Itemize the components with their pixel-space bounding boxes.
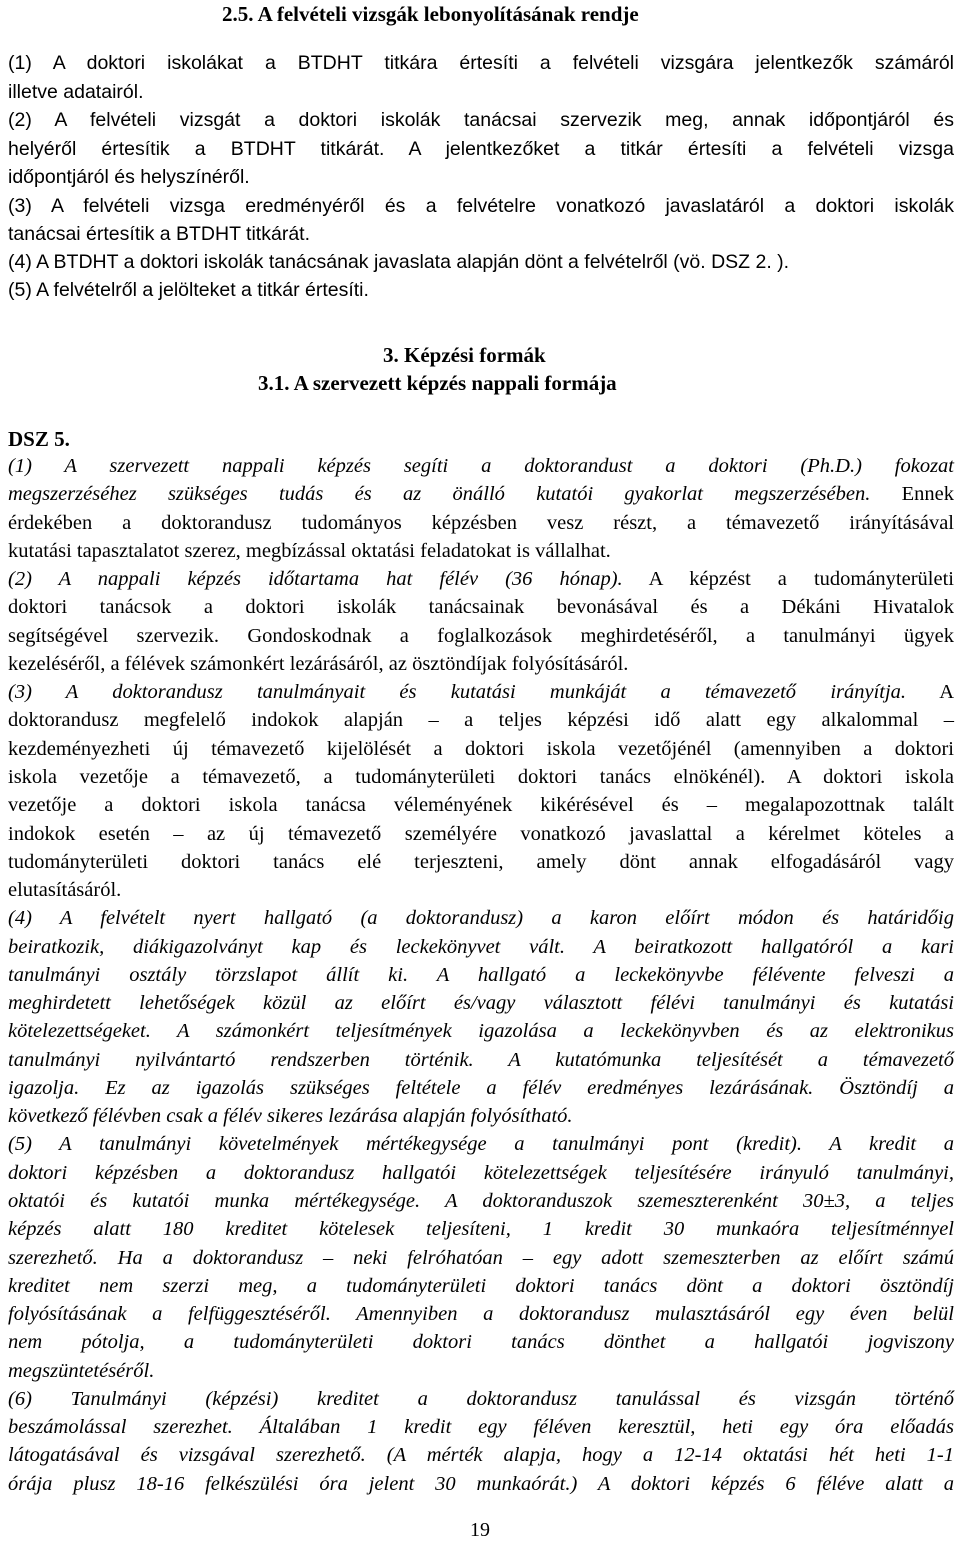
italic-text: tanulmányi nyilvántartó rendszerben történik. A kutatómunka teljesítését a témavezető bbox=[8, 1048, 954, 1071]
regulation-line bbox=[8, 1046, 954, 1074]
regular-text: doktori tanácsok a doktori iskolák tanácsainak bevonásával és a Dékáni Hivatalok bbox=[8, 596, 954, 619]
regular-text: A bbox=[906, 681, 954, 704]
italic-text: megszüntetéséről. bbox=[8, 1359, 155, 1382]
italic-text: kreditet nem szerzi meg, a tudományterületi doktori tanács dönt a doktori ösztöndíj bbox=[8, 1274, 954, 1297]
italic-text: meghirdetett lehetőségek közül az előírt és/vagy választott félévi tanulmányi és kutatási bbox=[8, 992, 954, 1015]
italic-text: igazolja. Ez az igazolás szükséges feltétele a félév eredményes lezárásának. Ösztöndíj a bbox=[8, 1076, 954, 1099]
regulation-line bbox=[8, 763, 954, 791]
regulation-line bbox=[8, 1159, 954, 1187]
regulation-line bbox=[8, 1244, 954, 1272]
regular-text: kezdeményezheti új témavezető kijelölését a doktori iskola vezetőjénél (amennyiben a doktori bbox=[8, 737, 954, 760]
regulation-line bbox=[8, 1385, 954, 1413]
italic-text: doktori képzésben a doktorandusz hallgatói kötelezettségek teljesítésére irányuló tanulmányi, bbox=[8, 1161, 954, 1184]
italic-text: (5) A tanulmányi követelmények mértékegysége a tanulmányi pont (kredit). A kredit a bbox=[8, 1133, 954, 1156]
regulation-line bbox=[8, 1102, 954, 1130]
regulation-line bbox=[8, 820, 954, 848]
regulation-line bbox=[8, 904, 954, 932]
italic-text: megszerzéséhez szükséges tudás és az önálló kutatói gyakorlat megszerzésében. bbox=[8, 483, 871, 506]
regulation-line bbox=[8, 622, 954, 650]
section-heading-3-1: 3.1. A szervezett képzés nappali formája bbox=[258, 371, 617, 395]
regulation-line bbox=[8, 933, 954, 961]
regulation-line bbox=[8, 452, 954, 480]
italic-text: szerezhető. Ha a doktorandusz – neki felróhatóan – egy adott szemeszterben az előírt számú bbox=[8, 1246, 954, 1269]
admission-line: (5) A felvételről a jelölteket a titkár értesíti. bbox=[8, 279, 369, 301]
admission-line: tanácsai értesítik a BTDHT titkárát. bbox=[8, 223, 310, 245]
italic-text: nem pótolja, a tudományterületi doktori tanács dönthet a hallgatói jogviszony bbox=[8, 1331, 954, 1354]
regulation-line bbox=[8, 961, 954, 989]
italic-text: (3) A doktorandusz tanulmányait és kutatási munkáját a témavezető irányítja. bbox=[8, 681, 907, 704]
page-number: 19 bbox=[470, 1519, 490, 1541]
regular-text: tudományterületi doktori tanács elé terjeszteni, amely dönt annak elfogadásáról vagy bbox=[8, 850, 954, 873]
regulation-line bbox=[8, 593, 954, 621]
regulation-line bbox=[8, 1300, 954, 1328]
italic-text: következő félévben csak a félév sikeres lezárása alapján folyósítható. bbox=[8, 1105, 573, 1128]
italic-text: képzés alatt 180 kreditet kötelesek teljesíteni, 1 kredit 30 munkaóra teljesítménnyel bbox=[8, 1218, 954, 1241]
regular-text: kutatási tapasztalatot szerez, megbízással oktatási feladatokat is vállalhat. bbox=[8, 539, 611, 562]
italic-text: beszámolással szerezhet. Általában 1 kredit egy féléven keresztül, heti egy óra előadás bbox=[8, 1416, 954, 1439]
chapter-heading-3: 3. Képzési formák bbox=[383, 343, 546, 367]
admission-line: (3) A felvételi vizsga eredményéről és a felvételre vonatkozó javaslatáról a doktori iskolák bbox=[8, 195, 954, 217]
regular-text: érdekében a doktorandusz tudományos képzésben vesz részt, a témavezető irányításával bbox=[8, 511, 954, 534]
admission-line: (2) A felvételi vizsgát a doktori iskolák tanácsai szervezik meg, annak időpontjáról és bbox=[8, 109, 954, 131]
regular-text: vezetője a doktori iskola tanácsa véleményének kikérésével és – megalapozottnak talált bbox=[8, 794, 954, 817]
italic-text: folyósításának a felfüggesztéséről. Amennyiben a doktorandusz mulasztásáról egy éven belül bbox=[8, 1303, 954, 1326]
regulation-line bbox=[8, 537, 954, 565]
italic-text: (6) Tanulmányi (képzési) kreditet a doktorandusz tanulással és vizsgán történő bbox=[8, 1387, 954, 1410]
regular-text: kezeléséről, a félévek számonkért lezárásáról, az ösztöndíjak folyósításáról. bbox=[8, 652, 629, 675]
italic-text: (4) A felvételt nyert hallgató (a doktorandusz) a karon előírt módon és határidőig bbox=[8, 907, 954, 930]
italic-text: kötelezettségeket. A számonkért teljesítmények igazolása a leckekönyvben és az elektronikus bbox=[8, 1020, 954, 1043]
regular-text: doktorandusz megfelelő indokok alapján – a teljes képzési idő alatt egy alkalommal – bbox=[8, 709, 954, 732]
regulation-line bbox=[8, 1470, 954, 1498]
regular-text: segítségével szervezik. Gondoskodnak a foglalkozások meghirdetéséről, a tanulmányi ügyek bbox=[8, 624, 954, 647]
regulation-line bbox=[8, 1441, 954, 1469]
regulation-line bbox=[8, 1413, 954, 1441]
regulation-line bbox=[8, 1130, 954, 1158]
regulation-line bbox=[8, 1357, 954, 1385]
italic-text: tanulmányi osztály törzslapot állít ki. A hallgató a leckekönyvbe félévente felveszi a bbox=[8, 963, 954, 986]
regulation-line bbox=[8, 650, 954, 678]
regulation-line bbox=[8, 1017, 954, 1045]
regular-text: A képzést a tudományterületi bbox=[622, 568, 954, 591]
regulation-line bbox=[8, 509, 954, 537]
regular-text: iskola vezetője a témavezető, a tudományterületi doktori tanács elnökénél). A doktori iskola bbox=[8, 765, 954, 788]
italic-text: látogatásával és vizsgával szerezhető. (A mérték alapja, hogy a 12-14 oktatási hét heti 1-1 bbox=[8, 1444, 954, 1467]
regulation-line bbox=[8, 1328, 954, 1356]
regulation-line bbox=[8, 848, 954, 876]
italic-text: oktatói és kutatói munka mértékegysége. A doktoranduszok szemeszterenként 30±3, a teljes bbox=[8, 1190, 954, 1213]
section-heading-2-5: 2.5. A felvételi vizsgák lebonyolításának rendje bbox=[222, 2, 639, 26]
regulation-line bbox=[8, 1215, 954, 1243]
admission-line: (1) A doktori iskolákat a BTDHT titkára értesíti a felvételi vizsgára jelentkezők számáról bbox=[8, 52, 954, 74]
regulation-line bbox=[8, 678, 954, 706]
regulation-line bbox=[8, 480, 954, 508]
regulation-line bbox=[8, 706, 954, 734]
italic-text: beiratkozik, diákigazolványt kap és leckekönyvet vált. A beiratkozott hallgatóról a kari bbox=[8, 935, 954, 958]
italic-text: (1) A szervezett nappali képzés segíti a doktorandust a doktori (Ph.D.) fokozat bbox=[8, 455, 954, 477]
regular-text: elutasításáról. bbox=[8, 879, 122, 902]
italic-text: órája plusz 18-16 felkészülési óra jelent 30 munkaórát.) A doktori képzés 6 féléve alatt a bbox=[8, 1472, 954, 1495]
regulation-line bbox=[8, 735, 954, 763]
regular-text: indokok esetén – az új témavezető személyére vonatkozó javaslattal a kérelmet köteles a bbox=[8, 822, 954, 845]
regulation-line bbox=[8, 1074, 954, 1102]
regulation-line bbox=[8, 565, 954, 593]
regular-text: Ennek bbox=[870, 483, 954, 506]
regulation-line bbox=[8, 791, 954, 819]
regulation-label-dsz5: DSZ 5. bbox=[8, 427, 70, 451]
regulation-line bbox=[8, 989, 954, 1017]
regulation-line bbox=[8, 876, 954, 904]
admission-line: időpontjáról és helyszínéről. bbox=[8, 166, 250, 188]
italic-text: (2) A nappali képzés időtartama hat félév (36 hónap). bbox=[8, 568, 623, 591]
admission-line: (4) A BTDHT a doktori iskolák tanácsának javaslata alapján dönt a felvételről (vö. DSZ 2. ). bbox=[8, 251, 790, 273]
regulation-line bbox=[8, 1272, 954, 1300]
admission-line: illetve adatairól. bbox=[8, 81, 144, 103]
admission-line: helyéről értesítik a BTDHT titkárát. A jelentkezőket a titkár értesíti a felvételi vizsga bbox=[8, 138, 954, 160]
regulation-line bbox=[8, 1187, 954, 1215]
